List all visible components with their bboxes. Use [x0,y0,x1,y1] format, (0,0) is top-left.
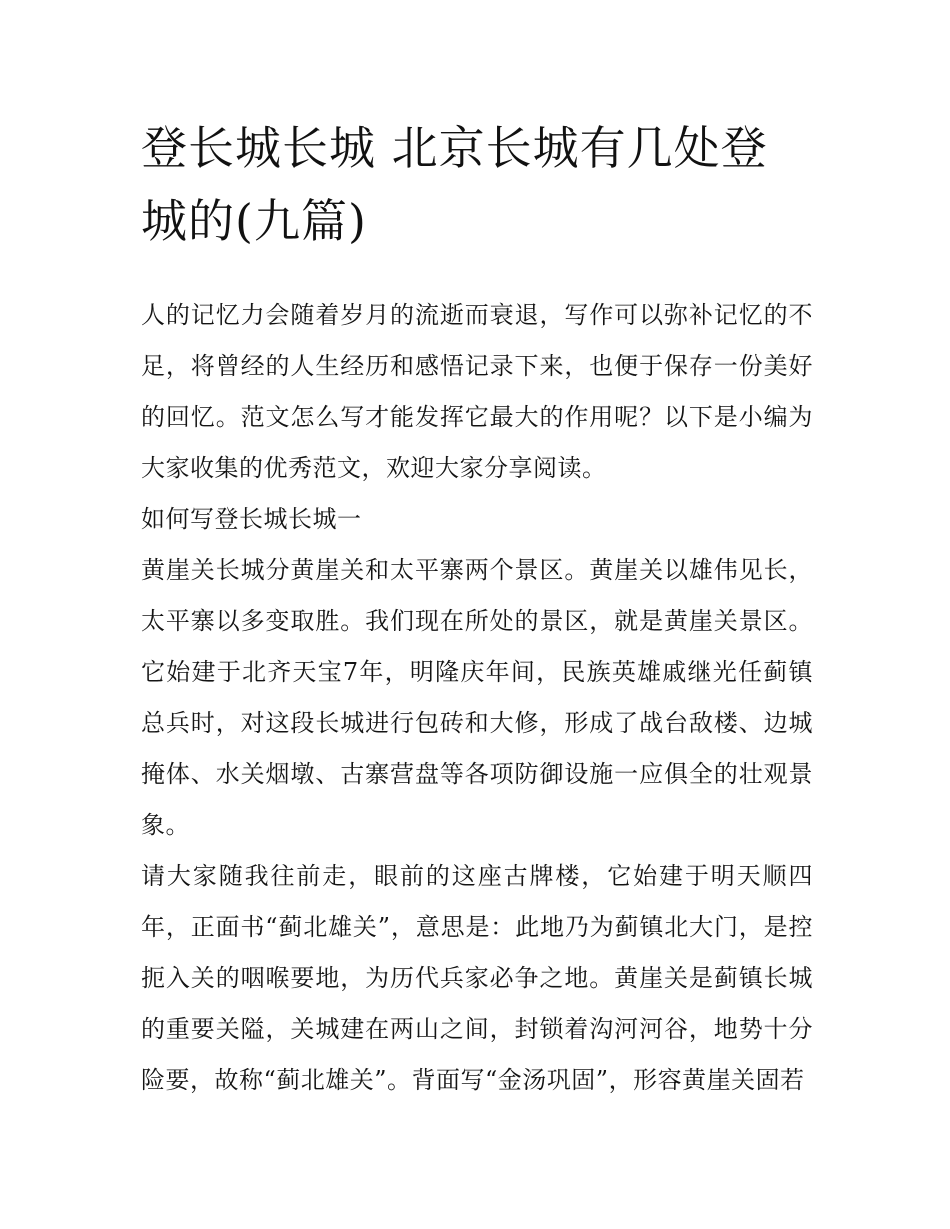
section-heading: 如何写登长城长城一 [141,505,362,533]
body-paragraph-2: 请大家随我往前走，眼前的这座古牌楼，它始建于明天顺四年，正面书“蓟北雄关”，意思是：此地乃为蓟镇北大门，是控扼入关的咽喉要地，为历代兵家必争之地。黄崖关是蓟镇长城的重要关隘，关城建在两山之间，封锁着沟河河谷，地势十分险要，故称“蓟北雄关”。背面写“金汤巩固”，形容黄崖关固若 [141,862,813,1094]
document-title: 登长城长城 北京长城有几处登城的(九篇) [141,121,768,248]
document-body [141,112,813,1106]
body-paragraph-1: 黄崖关长城分黄崖关和太平寨两个景区。黄崖关以雄伟见长，太平寨以多变取胜。我们现在所处的景区，就是黄崖关景区。它始建于北齐天宝7年，明隆庆年间，民族英雄戚继光任蓟镇总兵时，对这段长城进行包砖和大修，形成了战台敌楼、边城掩体、水关烟墩、古寨营盘等各项防御设施一应俱全的壮观景象。 [141,556,813,839]
intro-paragraph: 人的记忆力会随着岁月的流逝而衰退，写作可以弥补记忆的不足，将曾经的人生经历和感悟记录下来，也便于保存一份美好的回忆。范文怎么写才能发挥它最大的作用呢？以下是小编为大家收集的优秀范文，欢迎大家分享阅读。 [141,301,813,482]
